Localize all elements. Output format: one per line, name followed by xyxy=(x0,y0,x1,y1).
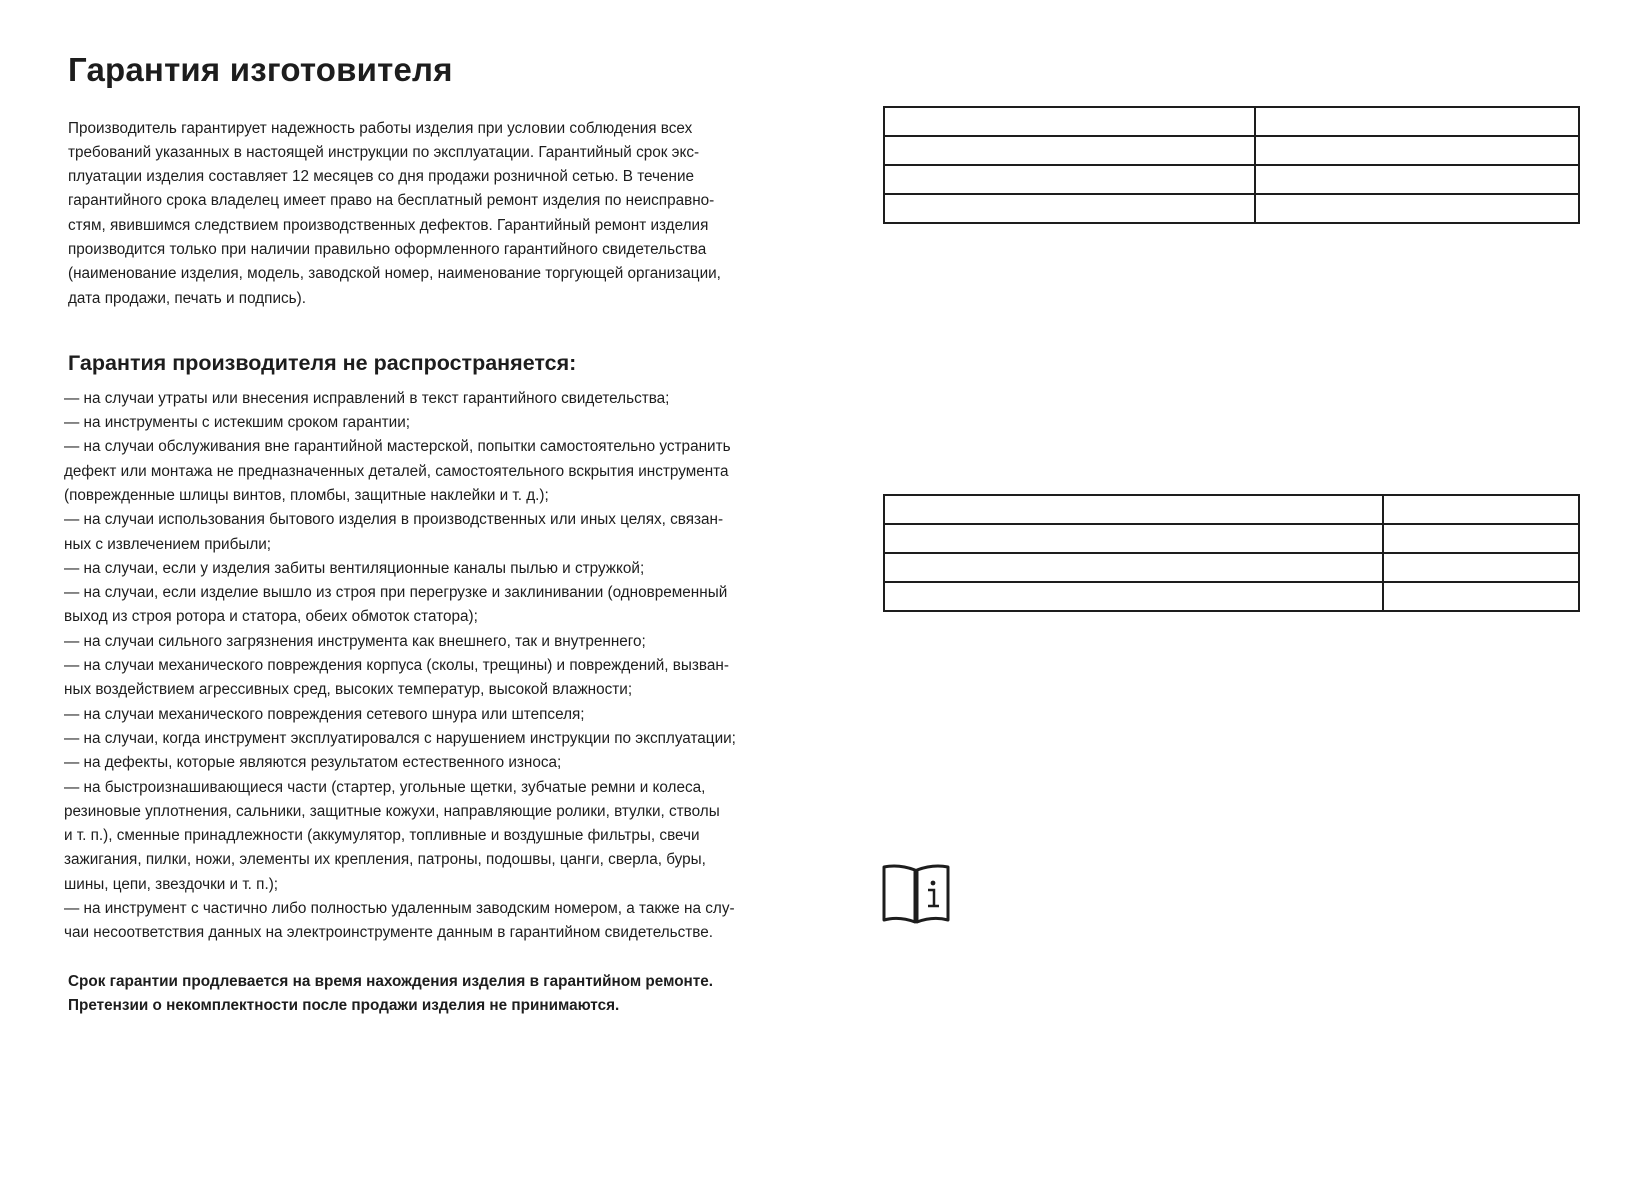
warranty-notes xyxy=(68,970,768,1019)
table-cell[interactable] xyxy=(884,194,1255,223)
table-cell[interactable] xyxy=(884,524,1383,553)
table-cell[interactable] xyxy=(884,553,1383,582)
list-item: ных воздействием агрессивных сред, высоких температур, высокой влажности; xyxy=(64,681,633,699)
table-row xyxy=(884,495,1579,524)
table-cell[interactable] xyxy=(1255,165,1579,194)
intro-line: требований указанных в настоящей инструкции по эксплуатации. Гарантийный срок экс- xyxy=(68,143,700,161)
left-column xyxy=(64,50,768,1018)
list-item: — на случаи обслуживания вне гарантийной мастерской, попытки самостоятельно устранить xyxy=(64,438,731,456)
list-item: — на случаи механического повреждения корпуса (сколы, трещины) и повреждений, вызван- xyxy=(64,657,729,675)
table-cell[interactable] xyxy=(884,495,1383,524)
warranty-note-extension: Срок гарантии продлевается на время нахождения изделия в гарантийном ремонте. xyxy=(68,972,714,990)
list-item: — на случаи механического повреждения сетевого шнура или штепселя; xyxy=(64,705,585,723)
list-item: — на случаи сильного загрязнения инструмента как внешнего, так и внутреннего; xyxy=(64,632,646,650)
list-item: — на случаи, если изделие вышло из строя при перегрузке и заклинивании (одновременный xyxy=(64,584,728,602)
warranty-note-completeness: Претензии о некомплектности после продажи изделия не принимаются. xyxy=(68,996,620,1014)
intro-paragraph xyxy=(68,117,768,311)
intro-line: дата продажи, печать и подпись). xyxy=(68,289,306,307)
blank-form-table-top xyxy=(883,106,1580,224)
exclusions-heading: Гарантия производителя не распространяется: xyxy=(68,350,577,375)
list-item: выход из строя ротора и статора, обеих обмоток статора); xyxy=(64,608,478,626)
table-row xyxy=(884,107,1579,136)
table-cell[interactable] xyxy=(1383,553,1579,582)
list-item: — на дефекты, которые являются результатом естественного износа; xyxy=(64,754,562,772)
list-item: — на инструменты с истекшим сроком гарантии; xyxy=(64,414,411,432)
table-cell[interactable] xyxy=(884,107,1255,136)
list-item: — на случаи, если у изделия забиты вентиляционные каналы пылью и стружкой; xyxy=(64,559,645,577)
table-cell[interactable] xyxy=(1255,136,1579,165)
table-row xyxy=(884,136,1579,165)
table-cell[interactable] xyxy=(1255,194,1579,223)
intro-line: плуатации изделия составляет 12 месяцев со дня продажи розничной сетью. В течение xyxy=(68,168,695,186)
table-row xyxy=(884,194,1579,223)
table-row xyxy=(884,582,1579,611)
table-cell[interactable] xyxy=(1383,524,1579,553)
list-item: — на случаи, когда инструмент эксплуатировался с нарушением инструкции по эксплуатации; xyxy=(64,729,736,747)
list-item: ных с извлечением прибыли; xyxy=(64,535,272,553)
table-row xyxy=(884,553,1579,582)
list-item: дефект или монтажа не предназначенных деталей, самостоятельного вскрытия инструмента xyxy=(64,462,729,480)
table-cell[interactable] xyxy=(1255,107,1579,136)
manual-info-icon xyxy=(881,864,951,926)
table-row xyxy=(884,165,1579,194)
intro-line: гарантийного срока владелец имеет право на бесплатный ремонт изделия по неисправно- xyxy=(68,192,715,210)
list-item: чаи несоответствия данных на электроинструменте данным в гарантийном свидетельстве. xyxy=(64,924,713,942)
intro-line: стям, явившимся следствием производственных дефектов. Гарантийный ремонт изделия xyxy=(68,216,709,234)
list-item: зажигания, пилки, ножи, элементы их крепления, патроны, подошвы, цанги, сверла, буры, xyxy=(64,851,706,869)
table-cell[interactable] xyxy=(884,136,1255,165)
intro-line: Производитель гарантирует надежность работы изделия при условии соблюдения всех xyxy=(68,119,693,137)
blank-form-table-bottom xyxy=(883,494,1580,612)
list-item: шины, цепи, звездочки и т. п.); xyxy=(64,875,279,893)
table-row xyxy=(884,524,1579,553)
page-title: Гарантия изготовителя xyxy=(68,51,453,88)
table-cell[interactable] xyxy=(1383,495,1579,524)
list-item: — на случаи использования бытового изделия в производственных или иных целях, связан- xyxy=(64,511,724,529)
intro-line: (наименование изделия, модель, заводской номер, наименование торгующей организации, xyxy=(68,265,721,283)
intro-line: производится только при наличии правильно оформленного гарантийного свидетельства xyxy=(68,241,707,259)
list-item: и т. п.), сменные принадлежности (аккумулятор, топливные и воздушные фильтры, свечи xyxy=(64,827,700,845)
table-cell[interactable] xyxy=(1383,582,1579,611)
list-item: — на инструмент с частично либо полностью удаленным заводским номером, а также на слу- xyxy=(64,900,735,917)
list-item: (поврежденные шлицы винтов, пломбы, защитные наклейки и т. д.); xyxy=(64,486,549,504)
list-item: резиновые уплотнения, сальники, защитные кожухи, направляющие ролики, втулки, стволы xyxy=(64,802,720,820)
list-item: — на быстроизнашивающиеся части (стартер, угольные щетки, зубчатые ремни и колеса, xyxy=(64,778,706,796)
table-cell[interactable] xyxy=(884,582,1383,611)
list-item: — на случаи утраты или внесения исправлений в текст гарантийного свидетельства; xyxy=(64,389,670,407)
exclusions-list xyxy=(64,387,768,946)
table-cell[interactable] xyxy=(884,165,1255,194)
